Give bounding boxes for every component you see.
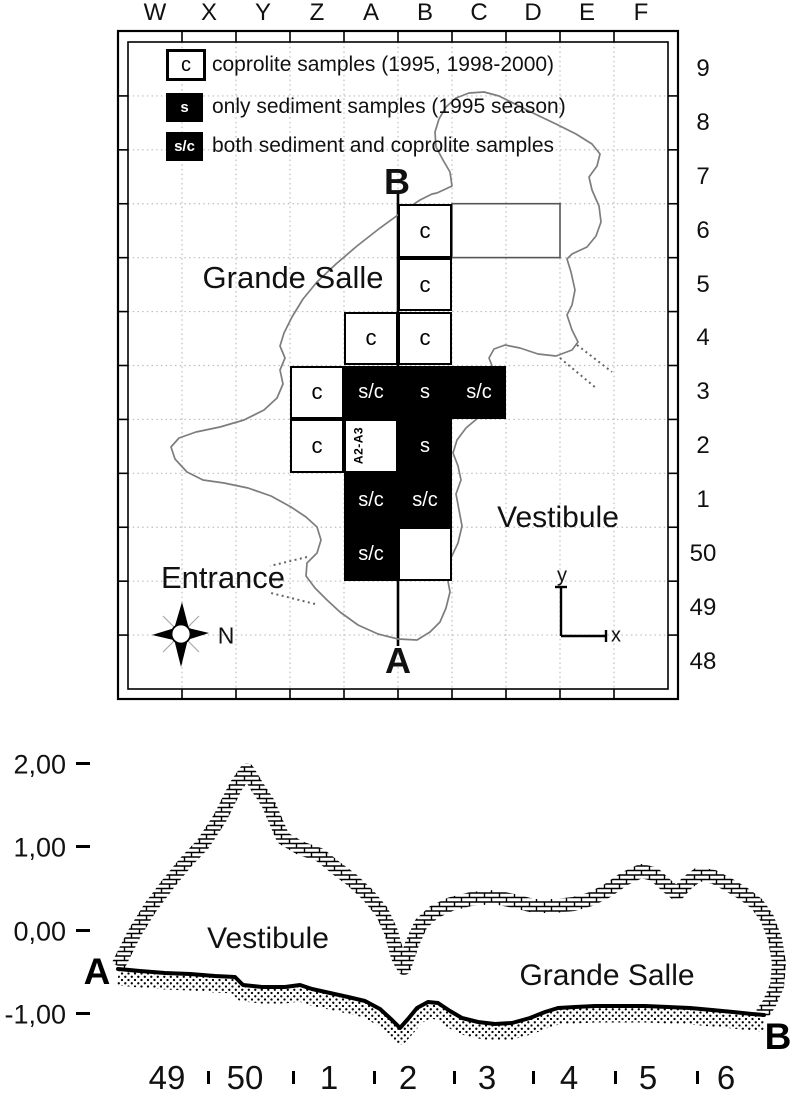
cell-mark: A2-A3 (351, 427, 365, 465)
excavation-cell-A2 (344, 419, 398, 473)
excavation-cell-B2 (398, 419, 452, 473)
profile-square-separator (532, 1071, 535, 1084)
section-label-b-profile: B (764, 1016, 792, 1057)
profile-label-grande-salle: Grande Salle (519, 959, 695, 992)
excavation-cell-B6 (398, 204, 452, 258)
profile-elevation-label: 0,00 (13, 916, 66, 947)
profile-square-label: 3 (477, 1059, 497, 1096)
cell-mark: s/c (358, 542, 384, 565)
legend-key-sc-label: s/c (174, 138, 195, 155)
map-label-vestibule: Vestibule (497, 501, 619, 534)
section-label-a-profile: A (83, 951, 111, 992)
profile-square-separator (373, 1071, 376, 1084)
excavation-cell-B4 (398, 312, 452, 366)
cell-mark: s/c (466, 380, 492, 403)
map-row-label: 8 (696, 108, 710, 136)
map-label-entrance: Entrance (160, 560, 286, 595)
cell-mark: c (419, 271, 431, 297)
section-label-a-map: A (385, 640, 411, 681)
map-row-label: 1 (696, 486, 710, 514)
map-label-grande-salle: Grande Salle (202, 260, 384, 295)
xy-axis-indicator (555, 587, 606, 642)
map-col-label: X (200, 0, 218, 26)
profile-elevation-label: -1,00 (4, 999, 66, 1030)
map-row-label: 5 (696, 270, 710, 298)
excavation-cell-Z3 (290, 366, 344, 420)
profile-square-separator (614, 1071, 617, 1084)
profile-square-label: 50 (226, 1059, 264, 1096)
map-row-label: 3 (696, 378, 710, 406)
map-col-label: A (362, 0, 380, 26)
legend-key-s-label: s (180, 99, 189, 116)
profile-square-label: 49 (148, 1059, 186, 1096)
excavation-cell-A3 (344, 366, 398, 420)
excavation-cell-B5 (398, 258, 452, 312)
profile-square-label: 5 (638, 1059, 658, 1096)
map-col-label: B (416, 0, 434, 26)
excavation-cell-B50 (398, 527, 452, 581)
excavation-cell-C3 (452, 366, 506, 420)
profile-elevation-tick (76, 845, 90, 848)
cell-mark: c (365, 325, 377, 351)
map-row-label: 4 (696, 324, 710, 352)
legend-key-c (166, 49, 206, 81)
profile-elevation-label: 2,00 (13, 749, 66, 780)
profile-square-separator (207, 1071, 210, 1084)
profile-square-label: 4 (559, 1059, 579, 1096)
map-col-label: C (470, 0, 488, 26)
profile-square-label: 1 (319, 1059, 339, 1096)
legend-key-s (166, 93, 203, 122)
excavation-cell-A1 (344, 473, 398, 527)
compass-rose (152, 602, 209, 667)
map-row-label: 7 (696, 162, 710, 190)
map-col-label: F (633, 0, 649, 26)
profile-elevation-tick (76, 1012, 90, 1015)
cell-mark: c (419, 325, 431, 351)
cell-mark: s (420, 434, 430, 457)
profile-elevation-label: 1,00 (13, 832, 66, 863)
profile-label-vestibule: Vestibule (207, 922, 329, 955)
map-row-label: 50 (689, 540, 717, 568)
legend-key-sc (166, 132, 203, 161)
cell-mark: c (419, 217, 431, 243)
map-col-label: Z (309, 0, 325, 26)
legend-text-sediment: only sediment samples (1995 season) (212, 95, 566, 118)
map-col-label: W (143, 0, 167, 26)
profile-square-separator (696, 1071, 699, 1084)
map-col-label: D (524, 0, 542, 26)
profile-square-separator (292, 1071, 295, 1084)
cell-mark: s (420, 380, 430, 403)
legend-text-both: both sediment and coprolite samples (212, 134, 555, 157)
cell-mark: s/c (412, 488, 438, 511)
cell-mark: c (311, 433, 323, 459)
map-row-label: 48 (689, 647, 717, 675)
map-row-label: 9 (696, 54, 710, 82)
excavation-cell-B3 (398, 366, 452, 420)
map-row-label: 49 (689, 594, 717, 622)
map-row-label: 2 (696, 432, 710, 460)
excavation-cell-A4 (344, 312, 398, 366)
cell-mark: c (311, 379, 323, 405)
profile-square-separator (453, 1071, 456, 1084)
compass-north-label: N (217, 622, 235, 649)
map-col-label: Y (254, 0, 272, 26)
profile-square-label: 2 (398, 1059, 418, 1096)
cell-mark: s/c (358, 380, 384, 403)
legend-key-c-label: c (181, 53, 191, 76)
legend-text-coprolite: coprolite samples (1995, 1998-2000) (212, 53, 555, 76)
excavation-cell-A50 (344, 527, 398, 581)
cross-section-canvas (0, 730, 800, 1098)
profile-elevation-tick (76, 929, 90, 932)
axis-x-label: x (611, 624, 621, 647)
excavation-cell-B1 (398, 473, 452, 527)
cell-mark: s/c (358, 488, 384, 511)
map-row-label: 6 (696, 216, 710, 244)
profile-square-label: 6 (716, 1059, 736, 1096)
axis-y-label: y (557, 564, 567, 587)
section-label-b-map: B (384, 161, 410, 202)
profile-elevation-tick (76, 762, 90, 765)
map-col-label: E (578, 0, 596, 26)
